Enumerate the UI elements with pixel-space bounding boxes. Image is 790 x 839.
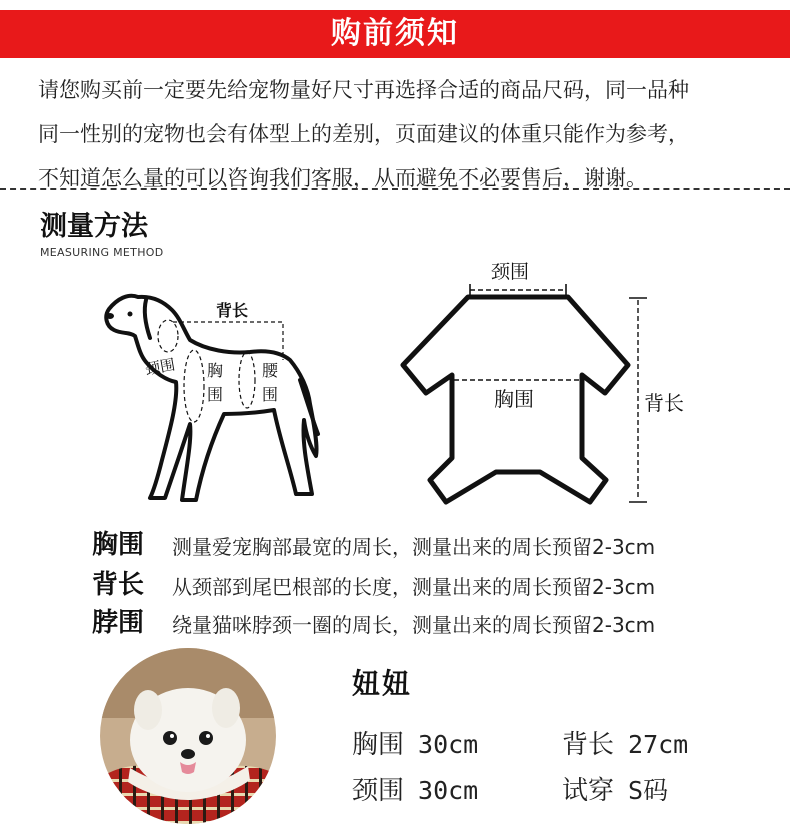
notice-line: 请您购买前一定要先给宠物量好尺寸再选择合适的商品尺码，同一品种 bbox=[38, 78, 689, 102]
pet-name: 妞妞 bbox=[352, 667, 413, 700]
pet-chest-value: 30cm bbox=[418, 730, 479, 759]
dog-label-waist-2: 围 bbox=[262, 385, 279, 404]
notice-line: 同一性别的宠物也会有体型上的差别，页面建议的体重只能作为参考， bbox=[38, 122, 689, 146]
pet-back-label: 背长 bbox=[562, 730, 615, 760]
pet-size-value: S码 bbox=[628, 776, 669, 805]
definition-desc: 绕量猫咪脖颈一圈的周长，测量出来的周长预留2-3cm bbox=[172, 613, 656, 637]
notice-line: 不知道怎么量的可以咨询我们客服，从而避免不必要售后，谢谢。 bbox=[38, 166, 647, 190]
section-subtitle: MEASURING METHOD bbox=[40, 246, 164, 259]
header-banner: 购前须知 bbox=[0, 10, 790, 58]
pet-chest-label: 胸围 bbox=[352, 730, 405, 760]
pet-neck-value: 30cm bbox=[418, 776, 479, 805]
dog-label-chest-1: 胸 bbox=[207, 361, 224, 380]
garment-label-neck: 颈围 bbox=[491, 261, 530, 283]
dog-label-neck: 颈围 bbox=[143, 355, 177, 379]
definition-term: 脖围 bbox=[92, 608, 145, 638]
dog-eye bbox=[128, 312, 133, 317]
pet-size bbox=[562, 770, 668, 807]
pet-photo bbox=[100, 648, 276, 824]
definition-term: 背长 bbox=[92, 570, 145, 600]
dog-label-chest-2: 围 bbox=[207, 385, 224, 404]
dog-label-waist-1: 腰 bbox=[262, 361, 279, 380]
garment-label-back: 背长 bbox=[644, 391, 684, 415]
dog-nose bbox=[106, 313, 114, 319]
pet-chest bbox=[352, 724, 478, 761]
pet-neck-label: 颈围 bbox=[352, 776, 405, 806]
garment-measure-lines bbox=[454, 290, 638, 500]
garment-label-chest: 胸围 bbox=[494, 387, 534, 411]
definition-term: 胸围 bbox=[92, 530, 145, 560]
pet-back bbox=[562, 724, 688, 761]
section-title: 测量方法 bbox=[40, 211, 148, 242]
definition-desc: 从颈部到尾巴根部的长度，测量出来的周长预留2-3cm bbox=[172, 575, 656, 599]
pet-back-value: 27cm bbox=[628, 730, 689, 759]
pet-neck bbox=[352, 770, 478, 807]
pet-size-label: 试穿 bbox=[562, 776, 615, 806]
definition-desc: 测量爱宠胸部最宽的周长，测量出来的周长预留2-3cm bbox=[172, 535, 656, 559]
dog-label-back: 背长 bbox=[216, 301, 249, 320]
